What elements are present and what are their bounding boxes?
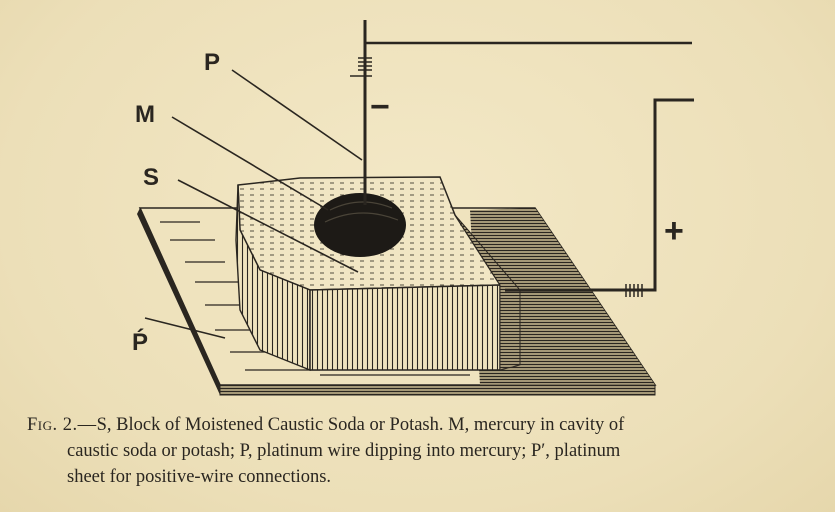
- leader-p: [232, 70, 362, 160]
- caption-line-1: [27, 412, 817, 438]
- plus-sign: +: [664, 212, 684, 250]
- figure-number: Fig. 2.—: [27, 415, 97, 435]
- minus-sign: −: [370, 88, 390, 126]
- label-p-prime: Ṕ: [132, 329, 149, 356]
- label-p: P: [204, 49, 221, 76]
- caption-line-3: sheet for positive-wire connections.: [67, 467, 332, 487]
- figure-caption: [27, 412, 817, 490]
- label-s: S: [143, 164, 160, 191]
- label-m: M: [135, 101, 155, 128]
- caption-line-2: caustic soda or potash; P, platinum wire dipping into mercury; P′, platinum: [67, 441, 621, 461]
- caption-line-1-text: S, Block of Moistened Caustic Soda or Potash. M, mercury in cavity of: [96, 415, 625, 435]
- mercury-drop: [314, 193, 406, 257]
